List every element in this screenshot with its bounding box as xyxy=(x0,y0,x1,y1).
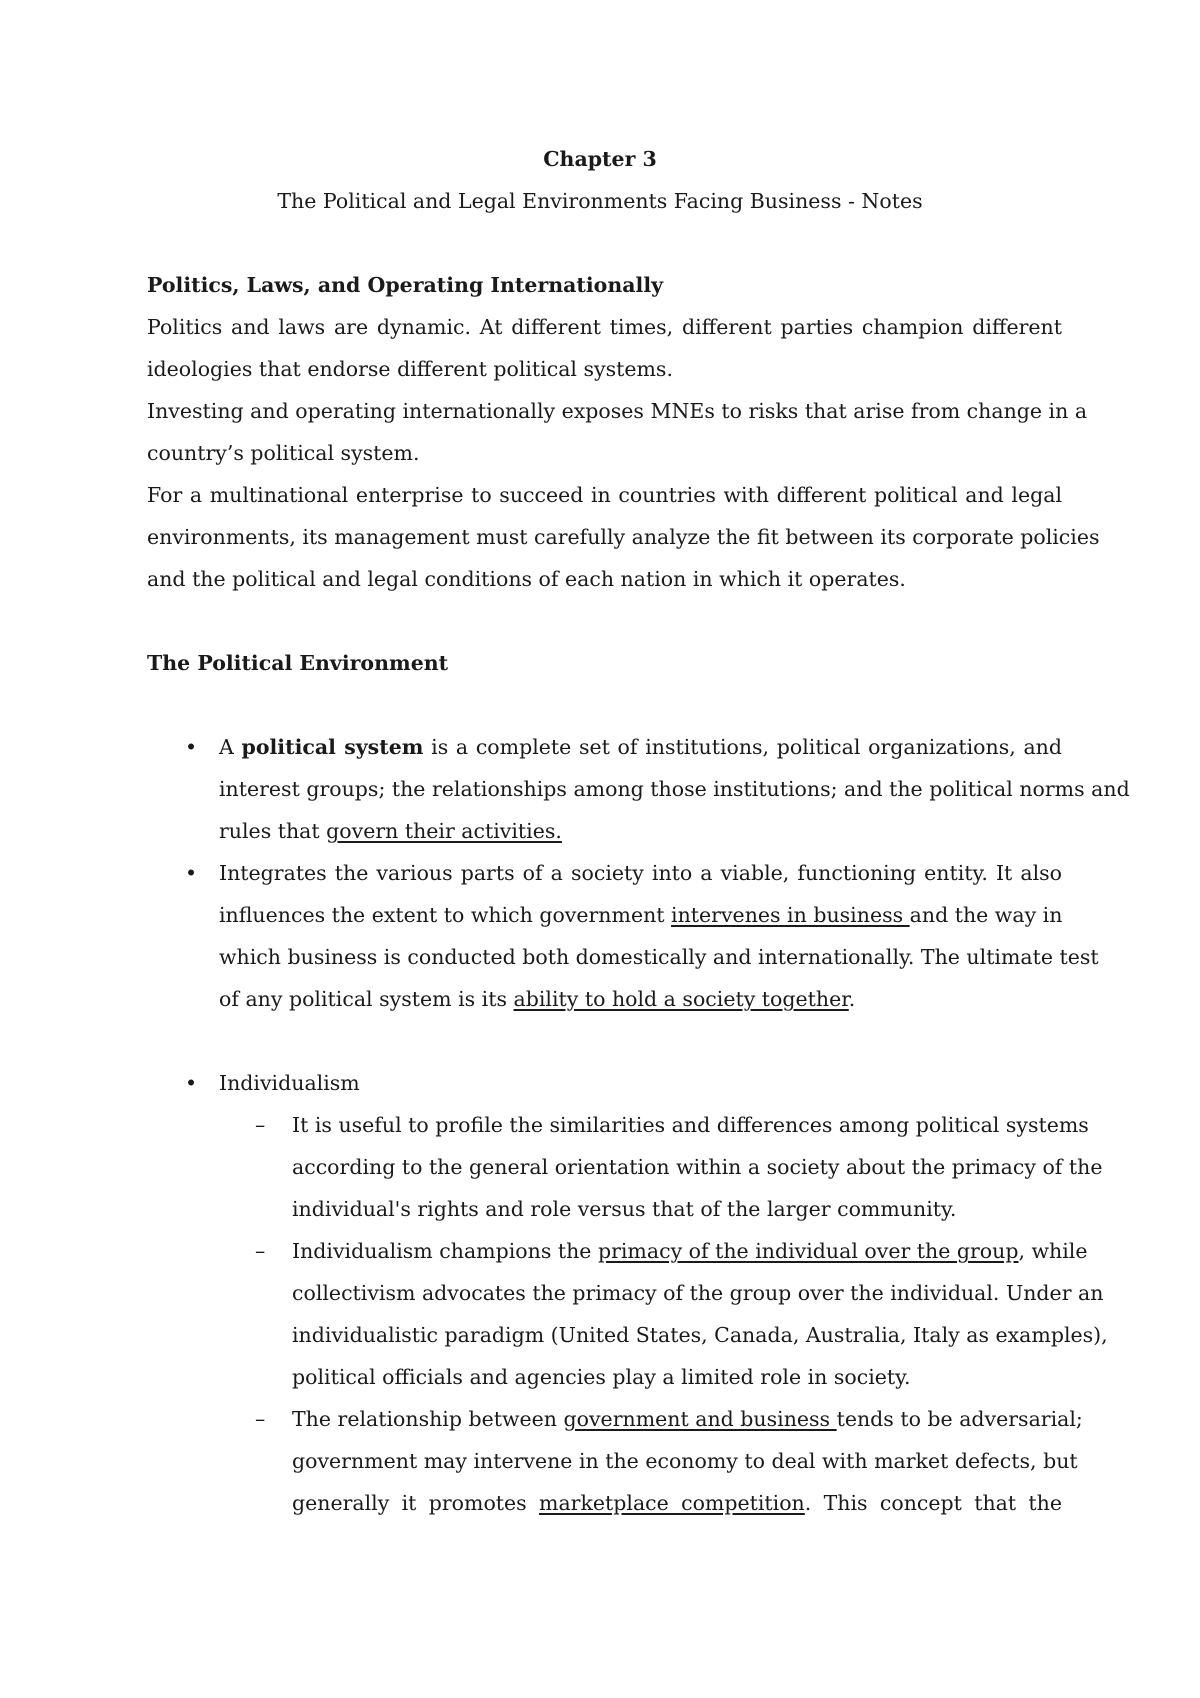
bullet-label-individualism: Individualism xyxy=(219,1071,360,1095)
paragraph-line: ideologies that endorse different political systems. xyxy=(147,357,673,381)
underlined-phrase: government and business xyxy=(563,1407,837,1431)
underlined-phrase: govern their activities. xyxy=(326,819,562,843)
bullet-line: A political system is a complete set of institutions, political organizations, and xyxy=(219,735,1062,759)
paragraph-line: environments, its management must carefully analyze the fit between its corporate policies xyxy=(147,525,1100,549)
bullet-icon: • xyxy=(185,861,198,885)
section-heading-political-environment: The Political Environment xyxy=(147,651,449,675)
sub-bullet-line: according to the general orientation within a society about the primacy of the xyxy=(292,1155,1103,1179)
underlined-phrase: intervenes in business xyxy=(671,903,910,927)
dash-icon: – xyxy=(255,1113,266,1137)
section-heading-politics-laws: Politics, Laws, and Operating Internationally xyxy=(147,273,664,297)
paragraph-line: Politics and laws are dynamic. At different times, different parties champion different xyxy=(147,315,1062,339)
sub-bullet-line: government may intervene in the economy to deal with market defects, but xyxy=(292,1449,1078,1473)
bullet-line: of any political system is its ability to hold a society together. xyxy=(219,987,856,1011)
sub-bullet-line: collectivism advocates the primacy of the group over the individual. Under an xyxy=(292,1281,1104,1305)
sub-bullet-line: It is useful to profile the similarities and differences among political systems xyxy=(292,1113,1089,1137)
sub-bullet-line: generally it promotes marketplace competition. This concept that the xyxy=(292,1491,1063,1515)
underlined-phrase: primacy of the individual over the group xyxy=(597,1239,1019,1263)
dash-icon: – xyxy=(255,1407,266,1431)
paragraph-line: Investing and operating internationally exposes MNEs to risks that arise from change in a xyxy=(147,399,1088,423)
bullet-icon: • xyxy=(185,735,198,759)
chapter-title: Chapter 3 xyxy=(543,147,657,171)
bullet-line: interest groups; the relationships among those institutions; and the political norms and xyxy=(219,777,1130,801)
paragraph-line: and the political and legal conditions of each nation in which it operates. xyxy=(147,567,906,591)
sub-bullet-line: individual's rights and role versus that of the larger community. xyxy=(292,1197,957,1221)
sub-bullet-line: individualistic paradigm (United States, Canada, Australia, Italy as examples), xyxy=(292,1323,1108,1347)
bullet-line: rules that govern their activities. xyxy=(219,819,562,843)
bullet-line: influences the extent to which government intervenes in business and the way in xyxy=(219,903,1063,927)
bullet-line: which business is conducted both domestically and internationally. The ultimate test xyxy=(219,945,1099,969)
sub-bullet-line: The relationship between government and business tends to be adversarial; xyxy=(292,1407,1083,1431)
dash-icon: – xyxy=(255,1239,266,1263)
paragraph-line: country’s political system. xyxy=(147,441,420,465)
underlined-phrase: marketplace competition xyxy=(539,1491,805,1515)
underlined-phrase: ability to hold a society together xyxy=(513,987,849,1011)
bullet-icon: • xyxy=(185,1071,198,1095)
paragraph-line: For a multinational enterprise to succeed in countries with different political and legal xyxy=(147,483,1062,507)
sub-bullet-line: political officials and agencies play a limited role in society. xyxy=(292,1365,911,1389)
term-political-system: political system xyxy=(241,735,424,759)
bullet-line: Integrates the various parts of a society into a viable, functioning entity. It also xyxy=(219,861,1062,885)
document-subtitle: The Political and Legal Environments Facing Business - Notes xyxy=(277,189,923,213)
sub-bullet-line: Individualism champions the primacy of the individual over the group, while xyxy=(292,1239,1088,1263)
